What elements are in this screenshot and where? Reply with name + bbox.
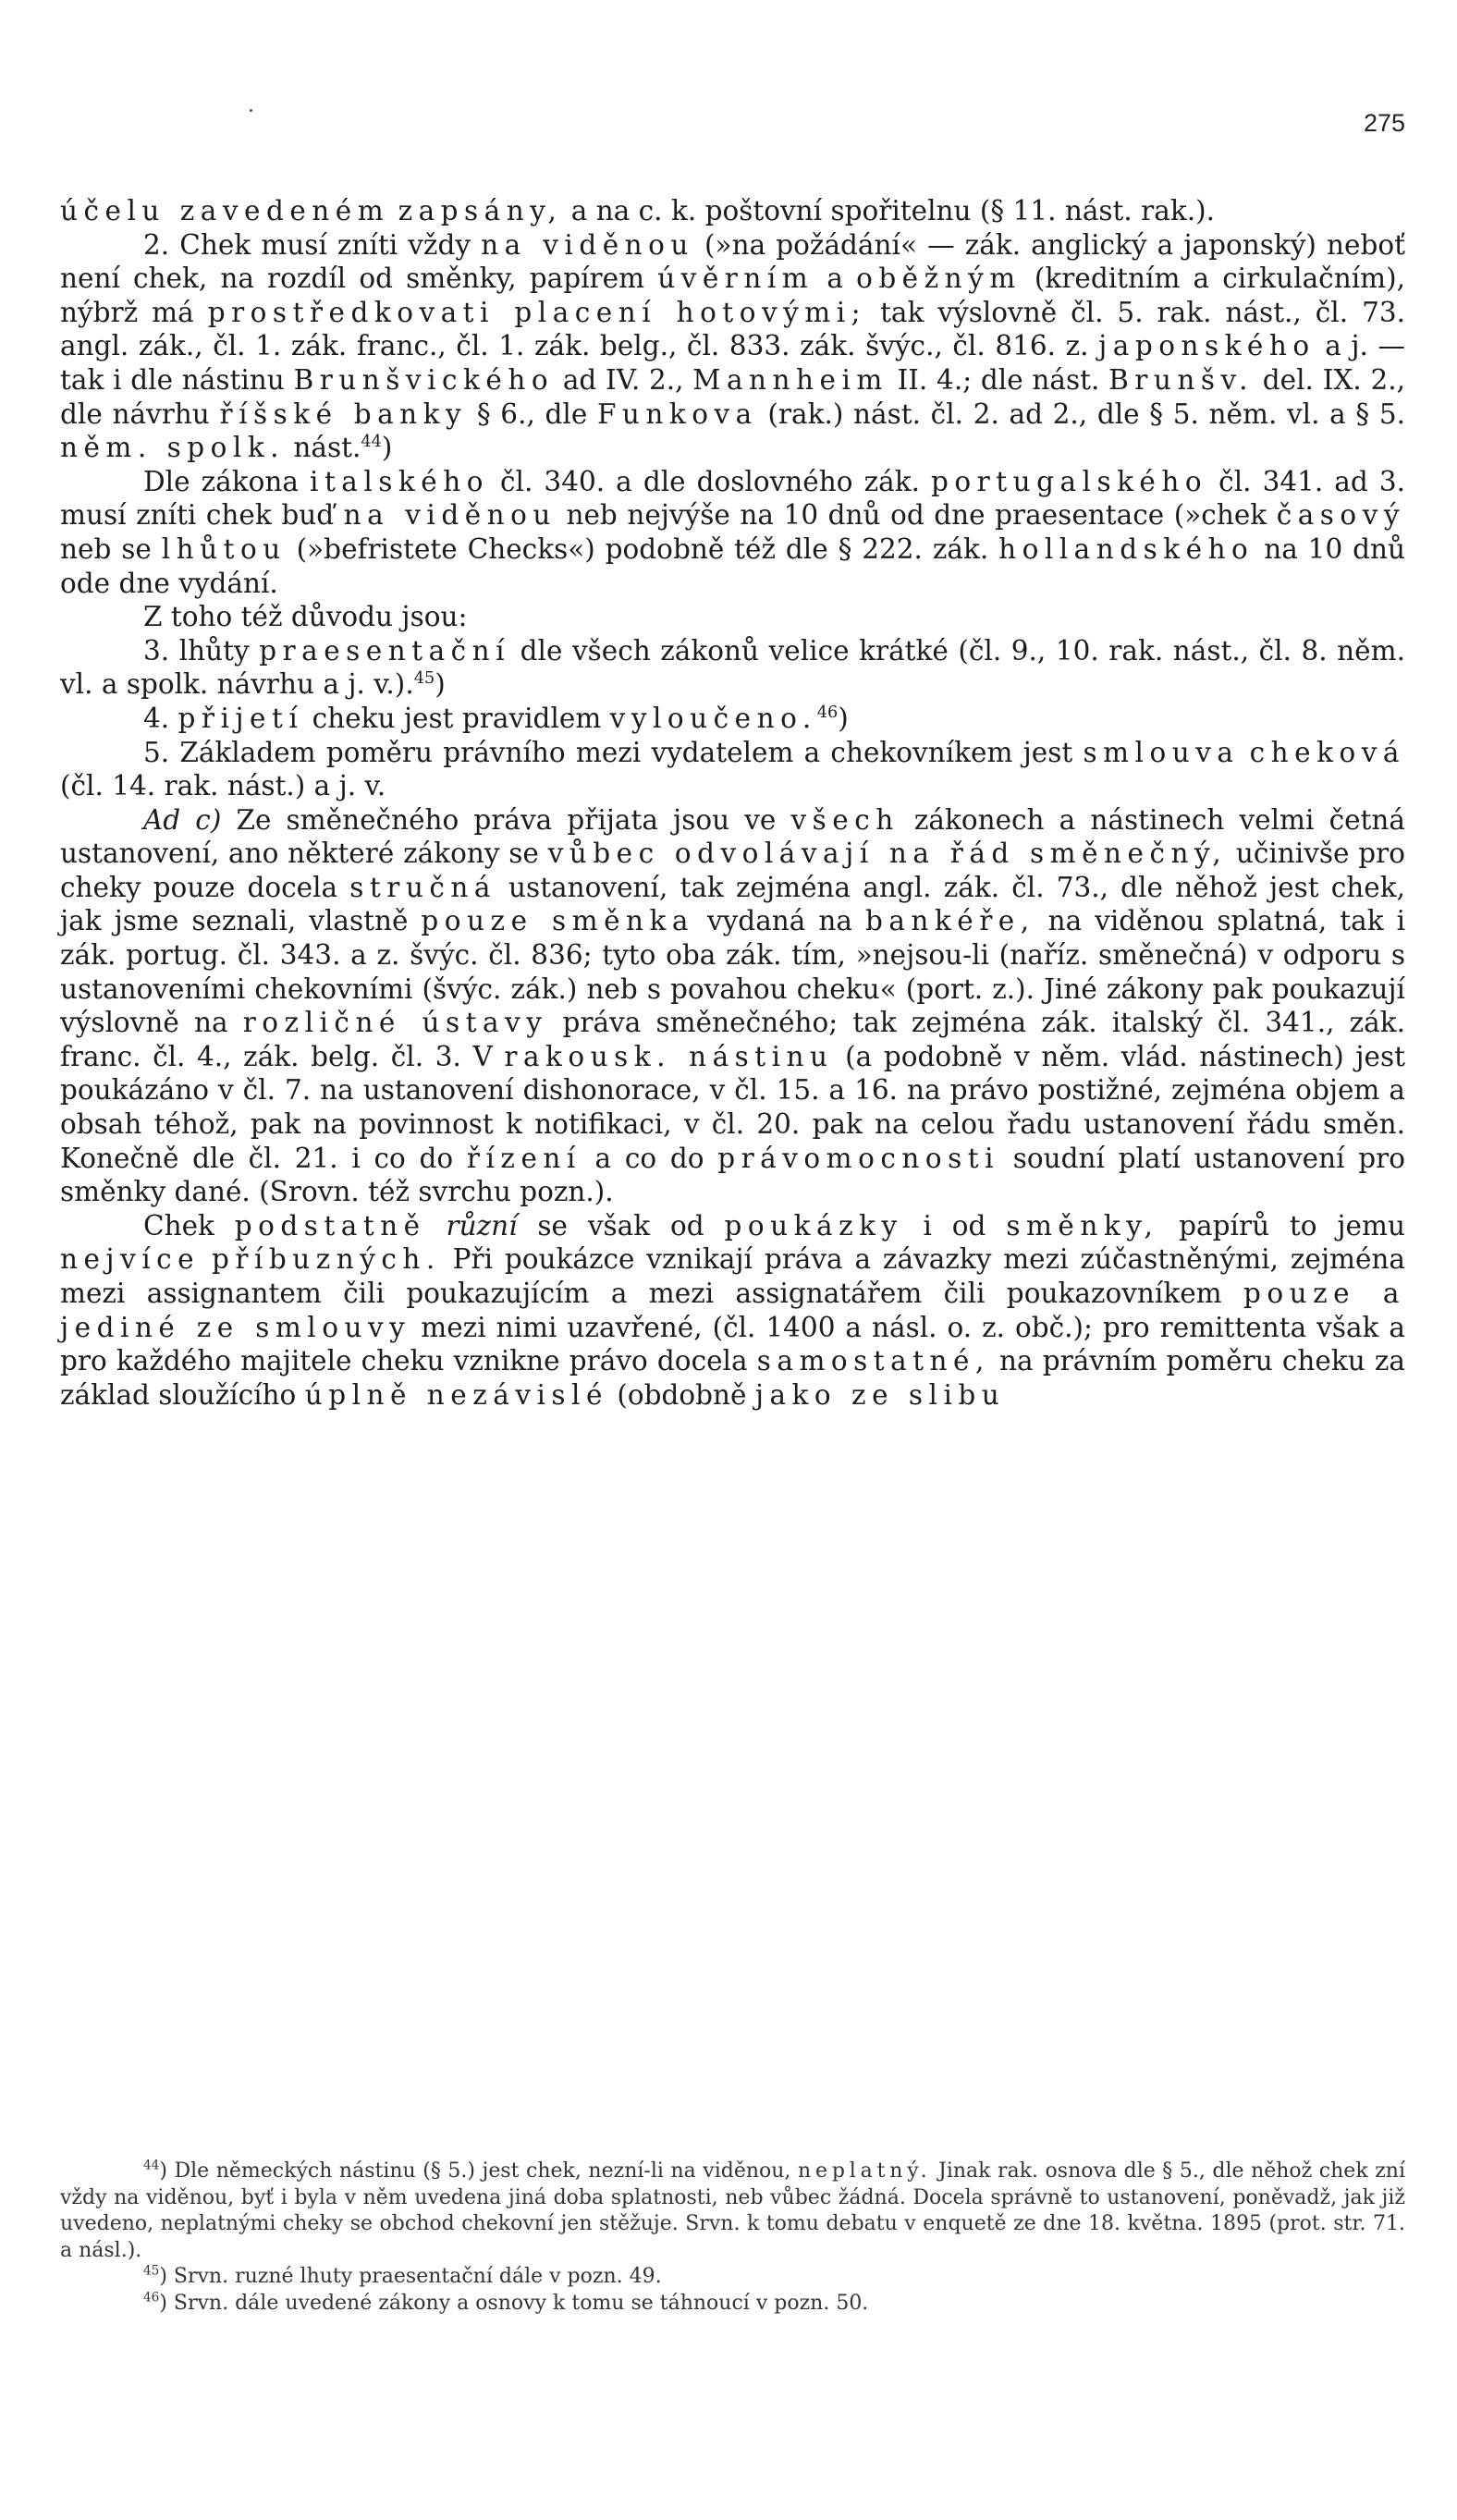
body-text [60,194,1405,1412]
footnote-mark: 45 [143,2263,160,2279]
paragraph: Chek podstatně různí se však od poukázky i od směnky, papírů to jemu nejvíce příbuzných. Při poukázce vznikají práva a závazky mezi zúčastněnými, zejména mezi assignantem čili poukazujícím a mezi assignatářem čili poukazovníkem pouze a jediné ze smlouvy mezi nimi uzavřené, (čl. 1400 a násl. o. z. obč.); pro remittenta však a pro každého majitele cheku vznikne právo docela samostatné, na právním poměru cheku za základ sloužícího úplně nezávislé (obdobně jako ze slibu [60,1209,1406,1411]
footnote-text: ) Dle německých nástinu (§ 5.) jest chek, nezní-li na viděnou, neplatný. Jinak rak. osnova dle § 5., dle něhož chek zní vždy na viděnou, byť i byla v něm uvedena jiná doba splatnosti, neb vůbec žádná. Docela správně to ustanovení, poněvadž, jak již uvedeno, neplatnými cheky se obchod chekovní jen stěžuje. Srvn. k tomu debatu v enquetě ze dne 18. května. 1895 (prot. str. 71. a násl.). [60,2159,1405,2262]
footnote-46 [60,2291,1405,2318]
paragraph: 4. přijetí cheku jest pravidlem vyloučeno.$^{46}$) [143,702,849,734]
footnote-mark: 44 [143,2158,160,2173]
speck-mark [250,109,252,112]
paragraph: 3. lhůty praesentační dle všech zákonů velice krátké (čl. 9., 10. rak. nást., čl. 8. něm. vl. a spolk. návrhu a j. v.).$^{45}$) [60,634,1405,701]
footnote-44 [60,2159,1405,2264]
footnote-45 [60,2264,1405,2291]
paragraph: 5. Základem poměru právního mezi vydatelem a chekovníkem jest smlouva cheková (čl. 14. rak. nást.) a j. v. [60,736,1405,802]
paragraph: účelu zavedeném zapsány, a na c. k. poštovní spořitelnu (§ 11. nást. rak.). [60,195,1215,226]
footnote-text: ) Srvn. dále uvedené zákony a osnovy k tomu se táhnoucí v pozn. 50. [159,2291,869,2315]
paragraph: Dle zákona italského čl. 340. a dle doslovného zák. portugalského čl. 341. ad 3. musí zníti chek buď na viděnou neb nejvýše na 10 dnů od dne praesentace (»chek časový neb se lhůtou (»befristete Checks«) podobně též dle § 222. zák. hollandského na 10 dnů ode dne vydání. [60,465,1405,599]
paragraph: 2. Chek musí zníti vždy na viděnou (»na požádání« — zák. anglický a japonský) neboť není chek, na rozdíl od směnky, papírem úvěrním a oběžným (kreditním a cirkulačním), nýbrž má prostředkovati placení hotovými; tak výslovně čl. 5. rak. nást., čl. 73. angl. zák., čl. 1. zák. franc., čl. 1. zák. belg., čl. 833. zák. švýc., čl. 816. z. japonského a j. — tak i dle nástinu Brunšvického ad IV. 2., Mannheim II. 4.; dle nást. Brunšv. del. IX. 2., dle návrhu říšské banky § 6., dle Funkova (rak.) nást. čl. 2. ad 2., dle § 5. něm. vl. a § 5. něm. spolk. nást.$^{44}$) [60,228,1406,464]
footnote-text: ) Srvn. ruzné lhuty praesentační dále v pozn. 49. [159,2265,662,2288]
paragraph: Ad c) Ze směnečného práva přijata jsou ve všech zákonech a nástinech velmi četná ustanovení, ano některé zákony se vůbec odvolávají na řád směnečný, učinivše pro cheky pouze docela stručná ustanovení, tak zejména angl. zák. čl. 73., dle něhož jest chek, jak jsme seznali, vlastně pouze směnka vydaná na bankéře, na viděnou splatná, tak i zák. portug. čl. 343. a z. švýc. čl. 836; tyto oba zák. tím, »nejsou-li (naříz. směnečná) v odporu s ustanoveními chekovními (švýc. zák.) neb s povahou cheku« (port. z.). Jiné zákony pak poukazují výslovně na rozličné ústavy práva směnečného; tak zejména zák. italský čl. 341., zák. franc. čl. 4., zák. belg. čl. 3. V rakousk. nástinu (a podobně v něm. vlád. nástinech) jest poukázáno v čl. 7. na ustanovení dishonorace, v čl. 15. a 16. na právo postižné, zejména objem a obsah téhož, pak na povinnost k notifikaci, v čl. 20. pak na celou řadu ustanovení řádu směn. Konečně dle čl. 21. i co do řízení a co do právomocnosti soudní platí ustanovení pro směnky dané. (Srovn. též svrchu pozn.). [60,803,1406,1208]
footnotes [60,2159,1405,2317]
paragraph: Z toho též důvodu jsou: [143,601,468,633]
page-number: 275 [1363,109,1405,137]
footnote-mark: 46 [143,2290,160,2306]
